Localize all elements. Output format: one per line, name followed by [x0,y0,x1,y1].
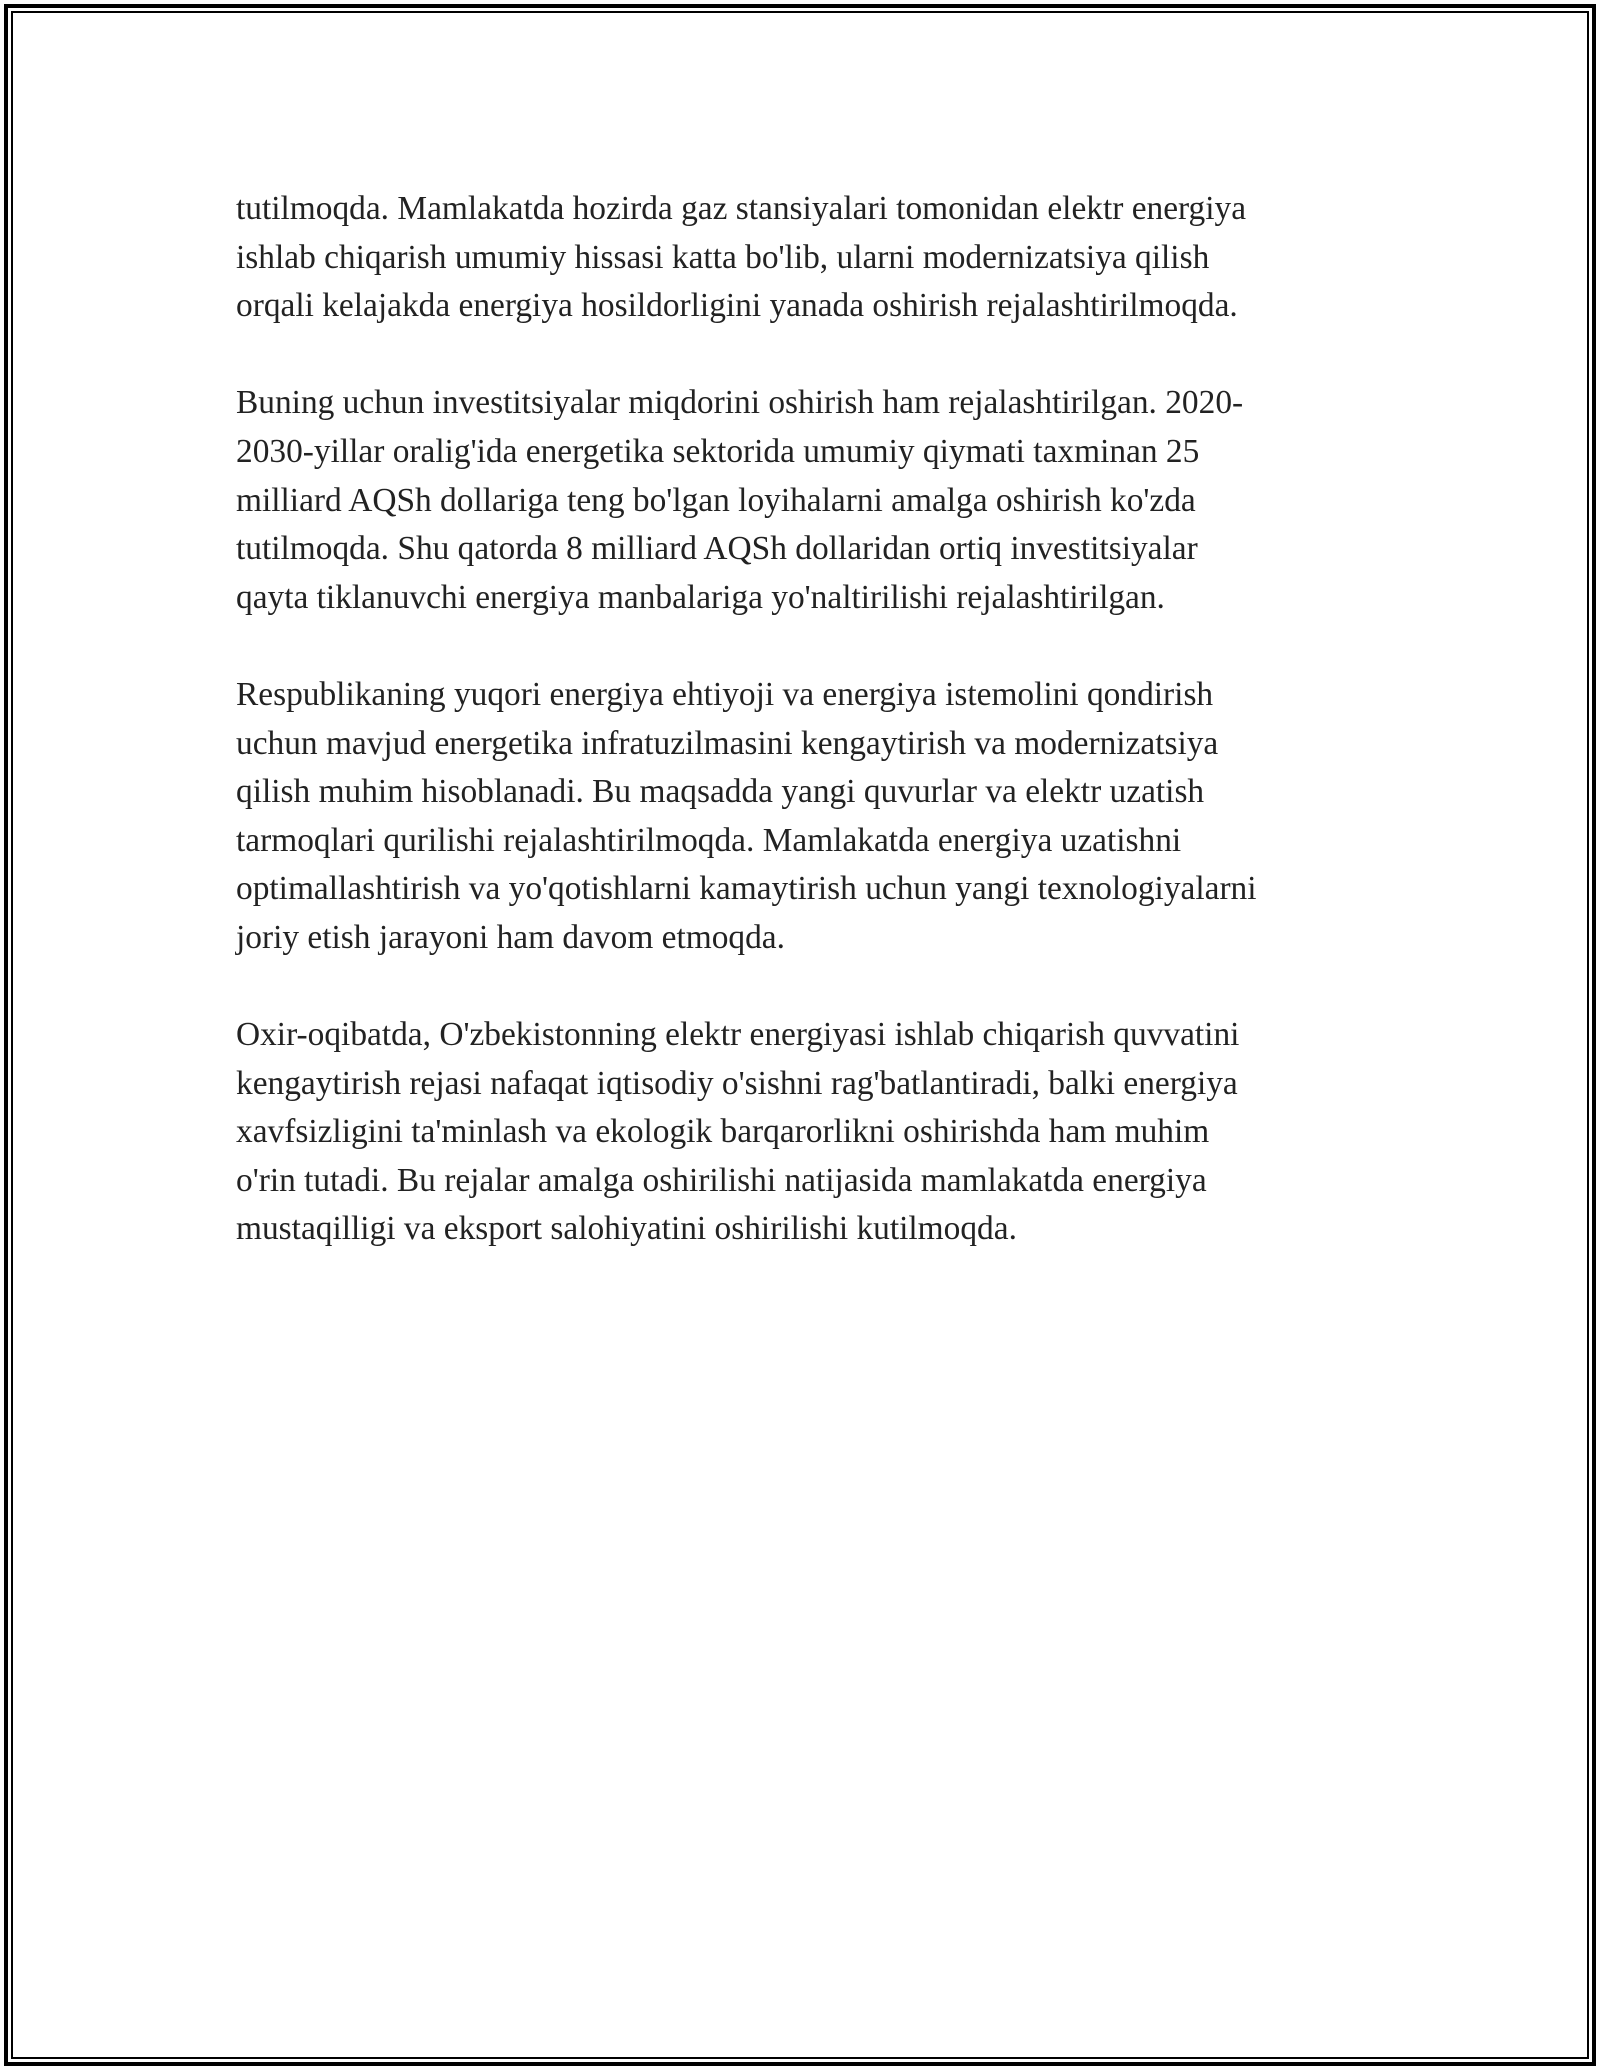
paragraph [236,1011,1366,1254]
paragraph [236,671,1366,963]
paragraph [236,379,1366,622]
document-body [236,185,1366,1303]
text-line: o'rin tutadi. Bu rejalar amalga oshirilishi natijasida mamlakatda energiya [236,1161,1207,1199]
text-line: mustaqilligi va eksport salohiyatini oshirilishi kutilmoqda. [236,1210,1017,1248]
text-line: Oxir-oqibatda, O'zbekistonning elektr energiyasi ishlab chiqarish quvvatini [236,1016,1240,1054]
text-line: 2030-yillar oralig'ida energetika sektorida umumiy qiymati taxminan 25 [236,432,1200,470]
text-line: xavfsizligini ta'minlash va ekologik barqarorlikni oshirishda ham muhim [236,1113,1210,1151]
text-line: ishlab chiqarish umumiy hissasi katta bo'lib, ularni modernizatsiya qilish [236,238,1210,276]
text-line: tutilmoqda. Mamlakatda hozirda gaz stansiyalari tomonidan elektr energiya [236,190,1247,227]
text-line: kengaytirish rejasi nafaqat iqtisodiy o'sishni rag'batlantiradi, balki energiya [236,1064,1238,1102]
text-line: qilish muhim hisoblanadi. Bu maqsadda yangi quvurlar va elektr uzatish [236,773,1205,811]
text-line: orqali kelajakda energiya hosildorligini yanada oshirish rejalashtirilmoqda. [236,287,1238,325]
text-line: tutilmoqda. Shu qatorda 8 milliard AQSh dollaridan ortiq investitsiyalar [236,530,1198,568]
paragraph [236,185,1366,331]
text-line: qayta tiklanuvchi energiya manbalariga yo'naltirilishi rejalashtirilgan. [236,578,1165,616]
text-line: milliard AQSh dollariga teng bo'lgan loyihalarni amalga oshirish ko'zda [236,481,1196,519]
text-line: uchun mavjud energetika infratuzilmasini kengaytirish va modernizatsiya [236,724,1219,762]
text-line: optimallashtirish va yo'qotishlarni kamaytirish uchun yangi texnologiyalarni [236,870,1257,908]
text-line: joriy etish jarayoni ham davom etmoqda. [236,918,785,956]
text-line: tarmoqlari qurilishi rejalashtirilmoqda. Mamlakatda energiya uzatishni [236,821,1182,859]
text-line: Respublikaning yuqori energiya ehtiyoji va energiya istemolini qondirish [236,675,1214,713]
text-line: Buning uchun investitsiyalar miqdorini oshirish ham rejalashtirilgan. 2020- [236,384,1244,422]
